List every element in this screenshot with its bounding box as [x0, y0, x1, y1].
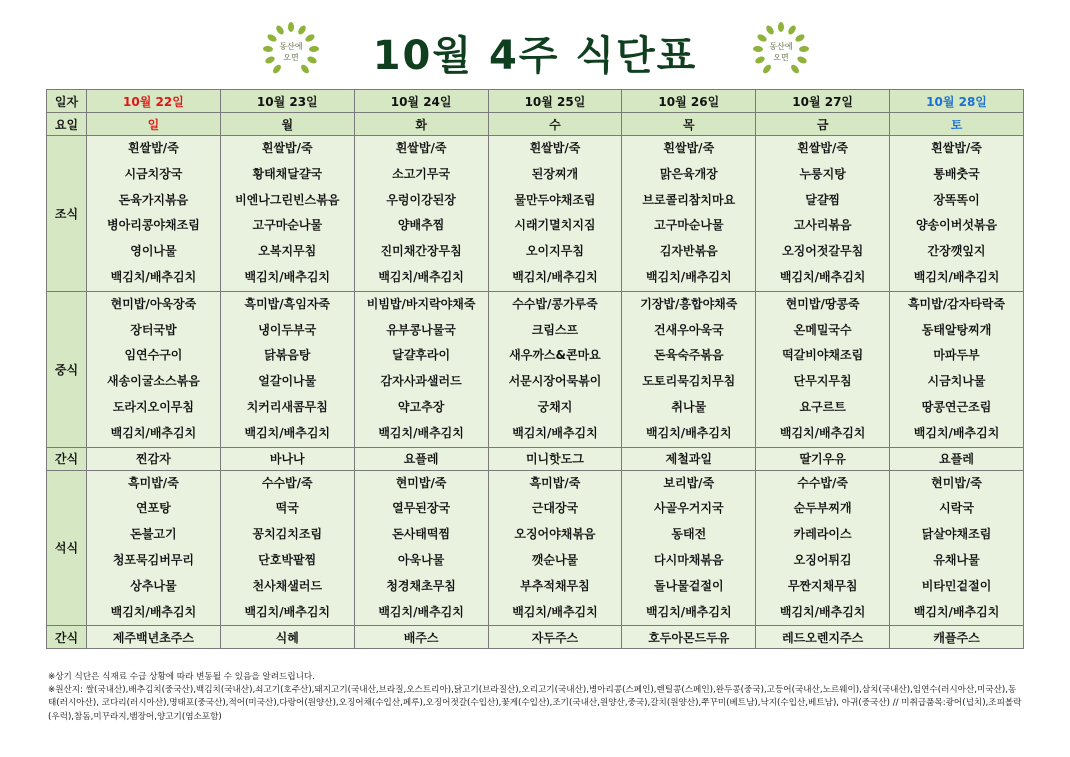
- menu-item: 기장밥/흥합야채죽: [640, 296, 738, 311]
- row-label-date: 일자: [47, 90, 87, 113]
- menu-item: 돈불고기: [130, 527, 177, 542]
- menu-item: 달걀찜: [805, 192, 841, 207]
- breakfast-row: [47, 136, 1024, 292]
- menu-item: 마파두부: [933, 348, 980, 363]
- menu-item: 백김치/배추김치: [646, 269, 732, 284]
- menu-item: 땅콩연근조림: [921, 399, 992, 414]
- menu-item: 백김치/배추김치: [913, 604, 1000, 619]
- menu-item: 백김치/배추김치: [244, 604, 331, 619]
- dinner-row: [47, 470, 1024, 626]
- menu-item: 건새우아욱국: [654, 322, 724, 337]
- menu-item: 청포묵김버무리: [112, 552, 194, 567]
- snack-cell: 식혜: [220, 626, 354, 649]
- menu-item: 황태채달걀국: [252, 166, 323, 181]
- date-cell: 10월 22일: [87, 90, 221, 113]
- menu-item: 양배추찜: [397, 218, 445, 233]
- menu-item: 돌나물겉절이: [654, 578, 724, 593]
- menu-cell: [756, 470, 890, 626]
- menu-item: 유부콩나물국: [386, 322, 456, 337]
- menu-item: 치커리새콤무침: [246, 399, 328, 414]
- date-cell: 10월 27일: [756, 90, 890, 113]
- menu-cell: [87, 136, 221, 292]
- menu-item: 브로콜리참치마요: [642, 192, 736, 207]
- menu-item: 근대장국: [531, 501, 579, 516]
- logo-text-line1: 동산에: [769, 42, 793, 51]
- menu-item: 된장찌개: [531, 166, 579, 181]
- menu-item: 동태알탕찌개: [921, 322, 992, 337]
- menu-item: 백김치/배추김치: [244, 269, 331, 284]
- snack-cell: 제철과일: [622, 447, 756, 470]
- weekday-cell: 금: [756, 113, 890, 136]
- menu-item: 백김치/배추김치: [913, 425, 1000, 440]
- menu-item: 오징어튀김: [793, 552, 852, 567]
- menu-item: 고구마순나물: [252, 218, 323, 233]
- menu-item: 취나물: [671, 399, 707, 414]
- menu-item: 온메밀국수: [793, 322, 852, 337]
- menu-item: 깻순나물: [531, 552, 579, 567]
- menu-item: 보리밥/죽: [663, 475, 715, 490]
- snack-cell: 캐플주스: [890, 626, 1024, 649]
- menu-item: 새송이굴소스볶음: [107, 374, 200, 389]
- menu-item: 흑미밥/흑임자죽: [244, 296, 331, 311]
- menu-item: 진미채간장무침: [380, 244, 462, 259]
- menu-item: 고구마순나물: [654, 218, 724, 233]
- snack-cell: 자두주스: [488, 626, 622, 649]
- menu-item: 백김치/배추김치: [646, 425, 732, 440]
- menu-cell: [890, 291, 1024, 447]
- weekday-cell: 화: [354, 113, 488, 136]
- menu-item: 현미밥/죽: [931, 475, 982, 490]
- menu-item: 흰쌀밥/죽: [261, 141, 313, 155]
- menu-cell: [354, 470, 488, 626]
- menu-item: 비빔밥/바지락야채죽: [366, 296, 476, 311]
- menu-item: 간장깻잎지: [927, 244, 986, 259]
- menu-item: 오복지무침: [258, 244, 317, 259]
- snack-cell: 미니핫도그: [488, 447, 622, 470]
- menu-item: 맑은육개장: [659, 166, 718, 181]
- menu-item: 백김치/배추김치: [512, 425, 598, 440]
- menu-item: 흰쌀밥/죽: [395, 141, 447, 155]
- menu-item: 물만두야채조림: [514, 192, 596, 207]
- menu-item: 백김치/배추김치: [110, 269, 197, 284]
- menu-item: 시락국: [939, 501, 974, 516]
- menu-item: 비타민겉절이: [921, 578, 992, 593]
- menu-item: 현미밥/땅콩죽: [785, 296, 860, 311]
- date-cell: 10월 26일: [622, 90, 756, 113]
- logo-text-line1: 동산에: [279, 42, 303, 51]
- menu-item: 오징어야채볶음: [514, 527, 596, 542]
- menu-cell: [890, 470, 1024, 626]
- menu-item: 시금치나물: [927, 374, 986, 389]
- menu-cell: [488, 136, 622, 292]
- menu-item: 통배춧국: [933, 166, 980, 181]
- menu-item: 냉이두부국: [258, 322, 317, 337]
- menu-item: 김자반볶음: [659, 244, 718, 259]
- menu-item: 누룽지탕: [799, 166, 846, 181]
- menu-item: 닭살야채조림: [921, 527, 992, 542]
- menu-item: 순두부찌개: [793, 501, 852, 516]
- menu-cell: [220, 470, 354, 626]
- menu-item: 백김치/배추김치: [646, 604, 732, 619]
- date-row: [47, 90, 1024, 113]
- menu-item: 백김치/배추김치: [378, 269, 464, 284]
- menu-item: 요구르트: [799, 399, 846, 414]
- menu-item: 떡국: [275, 501, 299, 516]
- menu-item: 흰쌀밥/죽: [797, 141, 849, 155]
- weekday-cell: 토: [890, 113, 1024, 136]
- weekday-cell: 목: [622, 113, 756, 136]
- menu-item: 임연수구이: [124, 348, 183, 363]
- weekday-cell: 일: [87, 113, 221, 136]
- menu-item: 부추적채무침: [520, 578, 590, 593]
- menu-item: 백김치/배추김치: [244, 425, 331, 440]
- menu-item: 닭볶음탕: [264, 348, 311, 363]
- menu-item: 백김치/배추김치: [378, 604, 464, 619]
- logo-text-line2: 오면: [773, 53, 789, 62]
- lunch-row: [47, 291, 1024, 447]
- menu-item: 서문시장어묵볶이: [508, 374, 602, 389]
- menu-item: 오징어젓갈무침: [782, 244, 864, 259]
- notice-text: ※상기 식단은 식재료 수급 상황에 따라 변동될 수 있음을 알려드립니다.: [48, 672, 315, 682]
- menu-item: 병아리콩야채조림: [107, 218, 200, 233]
- date-cell: 10월 24일: [354, 90, 488, 113]
- row-label-lunch: 중식: [47, 291, 87, 447]
- menu-cell: [756, 136, 890, 292]
- menu-item: 크림스프: [531, 322, 579, 337]
- date-cell: 10월 28일: [890, 90, 1024, 113]
- date-cell: 10월 23일: [220, 90, 354, 113]
- row-label-dinner: 석식: [47, 470, 87, 626]
- snack-cell: 레드오렌지주스: [756, 626, 890, 649]
- snack-cell: 제주백년초주스: [87, 626, 221, 649]
- menu-item: 현미밥/아욱장죽: [110, 296, 197, 311]
- header: [0, 18, 1070, 80]
- menu-item: 떡갈비야채조림: [782, 348, 864, 363]
- menu-cell: [890, 136, 1024, 292]
- menu-item: 시래기멸치지짐: [514, 218, 596, 233]
- origin-text: ※원산지: 쌀(국내산),배추김치(중국산),백김치(국내산),쇠고기(호주산),돼지고기(국내산,브라질,오스트리아),닭고기(브라질산),오리고기(국내산),병아리콩(스페인),렌틸콩(스페인),완두콩(중국),고등어(국내산,노르웨이),삼치(국내산),임연수(러시아산,미국산),동태(러시아산), 코다리(러시아산),명태포(중국산),적어(미국산),다랑어(원양산),오징어채(수입산,페루),오징어젓갈(수입산),꽃게(수입산),조기(국내산,원양산,중국),갈치(원양산),쭈꾸미(베트남),낙지(수입산,베트남), 아귀(중국산) // 미취급품목:광어(넙치),조피볼락(우럭),참돔,미꾸라지,뱀장어,양고기(염소포함): [48, 685, 1022, 722]
- row-label-snack1: 간식: [47, 447, 87, 470]
- menu-item: 천사채샐러드: [252, 578, 323, 593]
- menu-item: 돈사태떡찜: [392, 527, 451, 542]
- menu-item: 동태전: [671, 527, 707, 542]
- menu-cell: [622, 136, 756, 292]
- menu-cell: [756, 291, 890, 447]
- page-title: 10월 4주 식단표: [372, 33, 698, 79]
- menu-item: 연포탕: [136, 501, 171, 516]
- snack-cell: 찐감자: [87, 447, 221, 470]
- menu-item: 백김치/배추김치: [913, 269, 1000, 284]
- menu-item: 약고추장: [397, 399, 445, 414]
- menu-item: 상추나물: [130, 578, 177, 593]
- weekday-cell: 월: [220, 113, 354, 136]
- menu-item: 장똑똑이: [933, 192, 980, 207]
- menu-cell: [354, 291, 488, 447]
- snack-cell: 딸기우유: [756, 447, 890, 470]
- menu-item: 영이나물: [130, 244, 177, 259]
- menu-item: 궁채지: [537, 399, 573, 414]
- menu-item: 단무지무침: [793, 374, 852, 389]
- menu-cell: [488, 470, 622, 626]
- menu-item: 백김치/배추김치: [110, 425, 197, 440]
- menu-item: 백김치/배추김치: [779, 269, 866, 284]
- menu-item: 도라지오이무침: [112, 399, 194, 414]
- menu-item: 사골우거지국: [654, 501, 724, 516]
- weekday-row: [47, 113, 1024, 136]
- snack-cell: 호두아몬드두유: [622, 626, 756, 649]
- menu-item: 흑미밥/감자타락죽: [907, 296, 1006, 311]
- row-label-day: 요일: [47, 113, 87, 136]
- menu-item: 오이지무침: [525, 244, 584, 259]
- snack1-row: [47, 447, 1024, 470]
- menu-cell: [354, 136, 488, 292]
- snack-cell: 바나나: [220, 447, 354, 470]
- snack-cell: 요플레: [890, 447, 1024, 470]
- menu-item: 감자사과샐러드: [380, 374, 462, 389]
- menu-item: 우렁이강된장: [386, 192, 456, 207]
- menu-item: 꽁치김치조림: [252, 527, 323, 542]
- menu-item: 돈육숙주볶음: [654, 348, 724, 363]
- row-label-snack2: 간식: [47, 626, 87, 649]
- menu-item: 흰쌀밥/죽: [529, 141, 581, 155]
- menu-cell: [622, 470, 756, 626]
- menu-cell: [220, 291, 354, 447]
- menu-item: 무짠지채무침: [787, 578, 858, 593]
- menu-item: 비엔나그린빈스볶음: [235, 192, 340, 207]
- menu-item: 백김치/배추김치: [512, 604, 598, 619]
- menu-item: 흑미밥/죽: [128, 475, 179, 490]
- menu-item: 장터국밥: [130, 322, 177, 337]
- snack-cell: 요플레: [354, 447, 488, 470]
- menu-item: 얼갈이나물: [258, 374, 317, 389]
- menu-cell: [220, 136, 354, 292]
- menu-item: 수수밥/콩가루죽: [512, 296, 598, 311]
- menu-item: 도토리묵김치무침: [642, 374, 736, 389]
- weekday-cell: 수: [488, 113, 622, 136]
- menu-item: 새우까스&콘마요: [509, 348, 601, 363]
- menu-item: 백김치/배추김치: [378, 425, 464, 440]
- menu-cell: [622, 291, 756, 447]
- menu-item: 고사리볶음: [793, 218, 852, 233]
- menu-cell: [87, 291, 221, 447]
- menu-item: 흰쌀밥/죽: [931, 141, 982, 155]
- menu-cell: [488, 291, 622, 447]
- snack2-row: [47, 626, 1024, 649]
- meal-table: [46, 89, 1024, 649]
- menu-item: 유채나물: [933, 552, 980, 567]
- menu-item: 아욱나물: [397, 552, 445, 567]
- menu-item: 현미밥/죽: [395, 475, 447, 490]
- menu-item: 청경채초무침: [386, 578, 456, 593]
- menu-item: 소고기무국: [392, 166, 451, 181]
- menu-item: 시금치장국: [124, 166, 183, 181]
- logo-text-line2: 오면: [283, 53, 299, 62]
- menu-item: 백김치/배추김치: [779, 604, 866, 619]
- menu-item: 수수밥/죽: [797, 475, 849, 490]
- menu-item: 백김치/배추김치: [779, 425, 866, 440]
- menu-item: 흑미밥/죽: [529, 475, 581, 490]
- footnotes: [48, 671, 1023, 724]
- menu-item: 흰쌀밥/죽: [128, 141, 179, 155]
- menu-item: 카레라이스: [793, 527, 852, 542]
- date-cell: 10월 25일: [488, 90, 622, 113]
- snack-cell: 배주스: [354, 626, 488, 649]
- menu-item: 돈육가지볶음: [118, 192, 189, 207]
- menu-item: 단호박팥찜: [258, 552, 317, 567]
- menu-item: 다시마채볶음: [654, 552, 724, 567]
- menu-item: 양송이버섯볶음: [915, 218, 998, 233]
- menu-item: 백김치/배추김치: [512, 269, 598, 284]
- menu-item: 열무된장국: [392, 501, 451, 516]
- menu-item: 흰쌀밥/죽: [663, 141, 715, 155]
- wreath-logo-icon: [752, 22, 810, 80]
- menu-cell: [87, 470, 221, 626]
- menu-item: 달걀후라이: [392, 348, 451, 363]
- menu-item: 수수밥/죽: [261, 475, 313, 490]
- row-label-breakfast: 조식: [47, 136, 87, 292]
- menu-item: 백김치/배추김치: [110, 604, 197, 619]
